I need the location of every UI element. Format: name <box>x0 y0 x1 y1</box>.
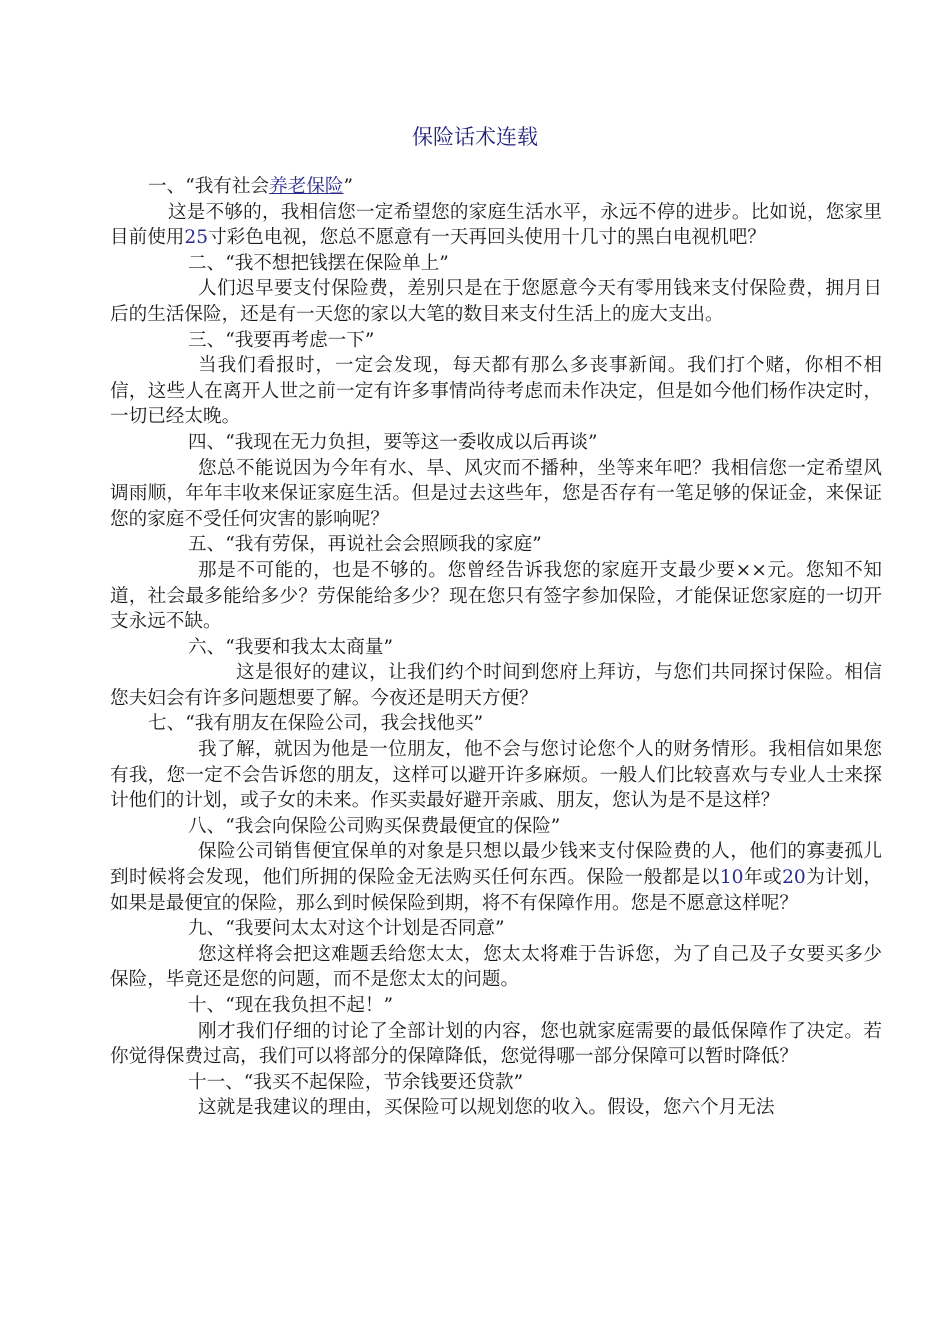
body-number: 25 <box>184 227 209 249</box>
section-body-9: 您这样将会把这难题丢给您太太，您太太将难于告诉您，为了自己及子女要买多少保险，毕竟还是您的问题，而不是您太太的问题。 <box>110 943 882 991</box>
document-body <box>110 174 882 1121</box>
section-heading-1 <box>110 174 882 200</box>
document-title: 保险话术连载 <box>412 125 538 149</box>
section-heading-11: 十一、“我买不起保险，节余钱要还贷款” <box>188 1071 524 1093</box>
heading-text: ” <box>343 176 353 197</box>
heading-text: 一、“我有社会 <box>148 176 270 197</box>
section-body-8 <box>110 839 882 916</box>
body-text: 保险公司销售便宜保单的对象是只想以最少钱来支付保险费的人，他们的寡妻孤儿到时候将会发现，他们所拥的保险金无法购买任何东西。保险一般都是以 <box>110 841 882 889</box>
body-number: 10 <box>719 867 744 889</box>
section-body-2: 人们迟早要支付保险费，差别只是在于您愿意今天有零用钱来支付保险费，拥月日后的生活保险，还是有一天您的家以大笔的数目来支付生活上的庞大支出。 <box>110 278 882 325</box>
section-body-4: 您总不能说因为今年有水、旱、风灾而不播种，坐等来年吧？我相信您一定希望风调雨顺，年年丰收来保证家庭生活。但是过去这些年，您是否存有一笔足够的保证金，来保证您的家庭不受任何灾害的影响呢？ <box>110 457 882 530</box>
section-heading-10: 十、“现在我负担不起！” <box>188 995 393 1016</box>
section-body-5: 那是不可能的，也是不够的。您曾经告诉我您的家庭开支最少要××元。您知不知道，社会最多能给多少？劳保能给多少？现在您只有签字参加保险，才能保证您家庭的一切开支永远不缺。 <box>110 559 882 633</box>
section-heading-4: 四、“我现在无力负担，要等这一委收成以后再谈” <box>188 431 598 453</box>
section-body-10: 刚才我们仔细的讨论了全部计划的内容，您也就家庭需要的最低保障作了决定。若你觉得保费过高，我们可以将部分的保障降低，您觉得哪一部分保障可以暂时降低？ <box>110 1020 882 1068</box>
section-heading-2: 二、“我不想把钱摆在保险单上” <box>188 252 449 274</box>
body-text: 寸彩色电视，您总不愿意有一天再回头使用十几寸的黑白电视机吧？ <box>208 227 766 249</box>
section-heading-6: 六、“我要和我太太商量” <box>188 636 393 658</box>
pension-insurance-link[interactable]: 养老保险 <box>269 176 344 197</box>
section-body-3: 当我们看报时，一定会发现，每天都有那么多丧事新闻。我们打个赌，你相不相信，这些人在离开人世之前一定有许多事情尚待考虑而未作决定，但是如今他们杨作决定时，一切已经太晚。 <box>110 355 882 428</box>
section-heading-5: 五、“我有劳保，再说社会会照顾我的家庭” <box>188 534 542 556</box>
section-heading-7: 七、“我有朋友在保险公司，我会找他买” <box>148 713 484 735</box>
body-text: 这是不够的，我相信您一定希望您的家庭生活水平，永远不停的进步。比如说，您家里目前使用 <box>110 201 882 249</box>
section-body-11: 这就是我建议的理由，买保险可以规划您的收入。假设，您六个月无法 <box>198 1097 775 1119</box>
section-body-6: 这是很好的建议，让我们约个时间到您府上拜访，与您们共同探讨保险。相信您夫妇会有许多问题想要了解。今夜还是明天方便？ <box>110 662 882 709</box>
section-body-1 <box>110 200 882 251</box>
section-heading-9: 九、“我要问太太对这个计划是否同意” <box>188 918 505 940</box>
section-body-7: 我了解，就因为他是一位朋友，他不会与您讨论您个人的财务情形。我相信如果您有我，您一定不会告诉您的朋友，这样可以避开许多麻烦。一般人们比较喜欢与专业人士来探计他们的计划，或子女的未来。作买卖最好避开亲戚、朋友，您认为是不是这样？ <box>110 739 882 812</box>
body-text: 年或 <box>743 867 783 889</box>
body-number: 20 <box>782 867 806 889</box>
section-heading-8: 八、“我会向保险公司购买保费最便宜的保险” <box>188 815 561 837</box>
section-heading-3: 三、“我要再考虑一下” <box>188 329 375 351</box>
body-text: 为计划，如果是最便宜的保险，那么到时候保险到期，将不有保障作用。您是不愿意这样呢？ <box>110 867 882 914</box>
